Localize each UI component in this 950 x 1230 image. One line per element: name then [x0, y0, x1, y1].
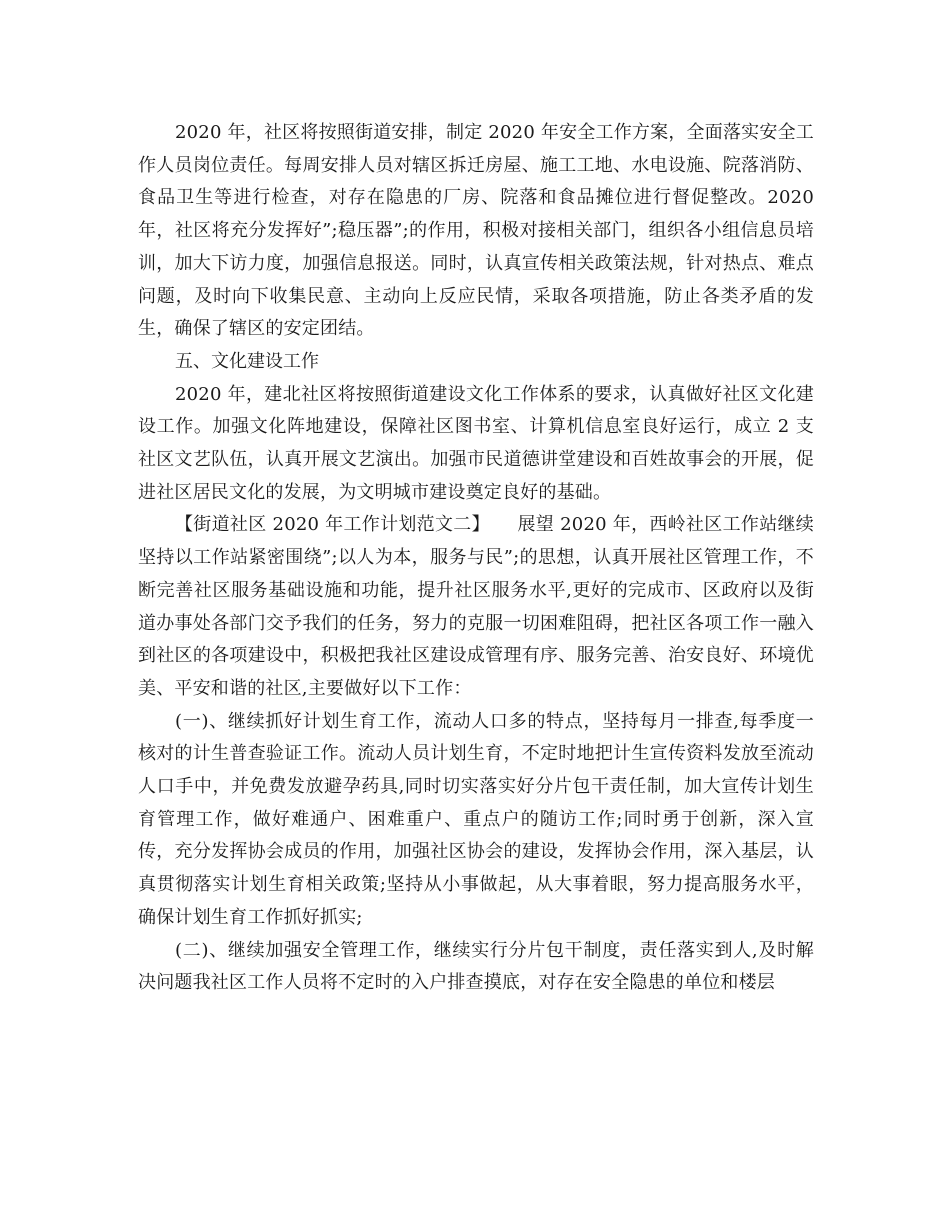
- paragraph-sample-two: 【街道社区 2020 年工作计划范文二】 展望 2020 年，西岭社区工作站继续坚持以工作站紧密围绕”;以人为本，服务与民”;的思想，认真开展社区管理工作，不断完善社区服务基础设施和功能，提升社区服务水平,更好的完成市、区政府以及街道办事处各部门交予我们的任务，努力的克服一切困难阻碍，把社区各项工作一融入到社区的各项建设中，积极把我社区建设成管理有序、服务完善、治安良好、环境优美、平安和谐的社区,主要做好以下工作：: [138, 514, 814, 699]
- paragraph-culture-work: 2020 年，建北社区将按照街道建设文化工作体系的要求，认真做好社区文化建设工作。加强文化阵地建设，保障社区图书室、计算机信息室良好运行，成立 2 支社区文艺队伍，认真开展文艺演出。加强市民道德讲堂建设和百姓故事会的开展，促进社区居民文化的发展，为文明城市建设奠定良好的基础。: [138, 383, 814, 503]
- paragraph-safety-work: 2020 年，社区将按照街道安排，制定 2020 年安全工作方案，全面落实安全工作人员岗位责任。每周安排人员对辖区拆迁房屋、施工工地、水电设施、院落消防、食品卫生等进行检查，对存在隐患的厂房、院落和食品摊位进行督促整改。2020 年，社区将充分发挥好”;稳压器”;的作用，积极对接相关部门，组织各小组信息员培训，加大下访力度，加强信息报送。同时，认真宣传相关政策法规，针对热点、难点问题，及时向下收集民意、主动向上反应民情，采取各项措施，防止各类矛盾的发生，确保了辖区的安定团结。: [138, 122, 814, 340]
- document-body: [138, 117, 814, 1000]
- section-heading-culture: 五、文化建设工作: [175, 350, 319, 372]
- paragraph-safety-management: (二)、继续加强安全管理工作，继续实行分片包干制度，责任落实到人,及时解决问题我社区工作人员将不定时的入户排查摸底，对存在安全隐患的单位和楼层: [138, 939, 814, 994]
- paragraph-family-planning: (一)、继续抓好计划生育工作，流动人口多的特点，坚持每月一排查,每季度一核对的计生普查验证工作。流动人员计划生育，不定时地把计生宣传资料发放至流动人口手中，并免费发放避孕药具,同时切实落实好分片包干责任制，加大宣传计划生育管理工作，做好难通户、困难重户、重点户的随访工作;同时勇于创新，深入宣传，充分发挥协会成员的作用，加强社区协会的建设，发挥协会作用，深入基层，认真贯彻落实计划生育相关政策;坚持从小事做起，从大事着眼，努力提高服务水平，确保计划生育工作抓好抓实;: [138, 710, 814, 928]
